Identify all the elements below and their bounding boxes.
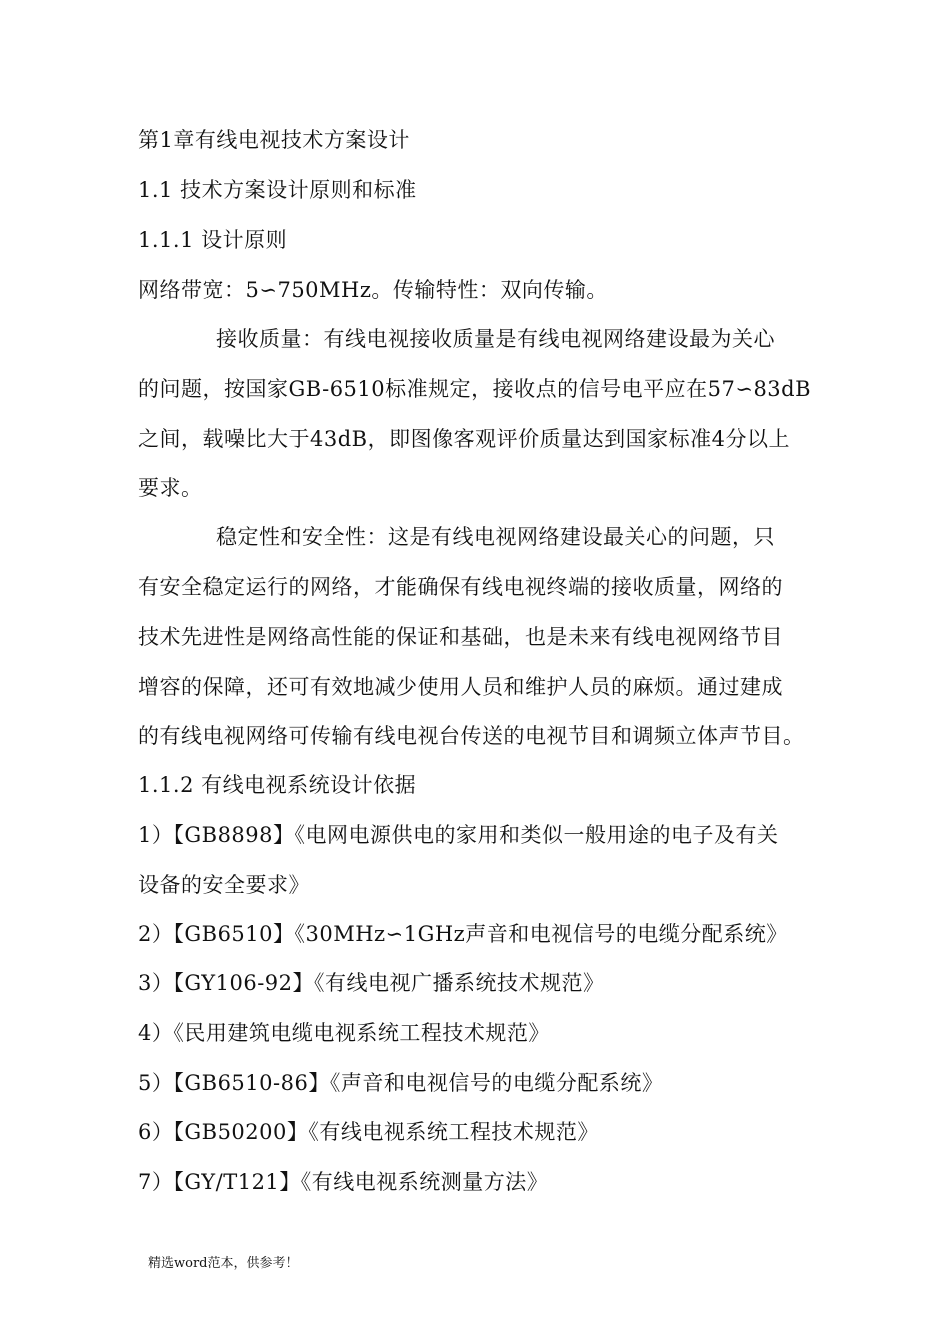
paragraph-bandwidth: 网络带宽：5∽750MHz。传输特性：双向传输。 bbox=[138, 278, 608, 302]
reference-item: 2）【GB6510】《30MHz∽1GHz声音和电视信号的电缆分配系统》 bbox=[138, 922, 788, 946]
paragraph-quality-line: 的问题，按国家GB-6510标准规定，接收点的信号电平应在57∽83dB bbox=[138, 377, 812, 401]
section-heading-1-1-1: 1.1.1 设计原则 bbox=[138, 228, 288, 252]
paragraph-stability-line: 有安全稳定运行的网络，才能确保有线电视终端的接收质量，网络的 bbox=[138, 575, 783, 599]
reference-item: 1）【GB8898】《电网电源供电的家用和类似一般用途的电子及有关 bbox=[138, 823, 779, 847]
paragraph-quality-line: 之间，载噪比大于43dB，即图像客观评价质量达到国家标准4分以上 bbox=[138, 427, 790, 451]
reference-item: 7）【GY/T121】《有线电视系统测量方法》 bbox=[138, 1170, 549, 1194]
paragraph-stability-line: 技术先进性是网络高性能的保证和基础，也是未来有线电视网络节目 bbox=[138, 625, 783, 649]
paragraph-stability-line: 增容的保障，还可有效地减少使用人员和维护人员的麻烦。通过建成 bbox=[138, 675, 783, 699]
paragraph-quality-line: 要求。 bbox=[138, 476, 203, 500]
reference-item: 6）【GB50200】《有线电视系统工程技术规范》 bbox=[138, 1120, 599, 1144]
reference-item: 5）【GB6510-86】《声音和电视信号的电缆分配系统》 bbox=[138, 1071, 664, 1095]
paragraph-stability-line: 的有线电视网络可传输有线电视台传送的电视节目和调频立体声节目。 bbox=[138, 724, 805, 748]
reference-item: 4）《民用建筑电缆电视系统工程技术规范》 bbox=[138, 1021, 550, 1045]
page-footer: 精选word范本，供参考！ bbox=[148, 1256, 299, 1271]
section-heading-1-1-2: 1.1.2 有线电视系统设计依据 bbox=[138, 773, 417, 797]
section-heading-1-1: 1.1 技术方案设计原则和标准 bbox=[138, 178, 417, 202]
reference-item: 设备的安全要求》 bbox=[138, 873, 310, 897]
paragraph-quality-line: 接收质量：有线电视接收质量是有线电视网络建设最为关心 bbox=[216, 327, 775, 351]
paragraph-stability-line: 稳定性和安全性：这是有线电视网络建设最关心的问题，只 bbox=[216, 525, 775, 549]
chapter-title: 第1章有线电视技术方案设计 bbox=[138, 128, 410, 152]
reference-item: 3）【GY106-92】《有线电视广播系统技术规范》 bbox=[138, 971, 605, 995]
